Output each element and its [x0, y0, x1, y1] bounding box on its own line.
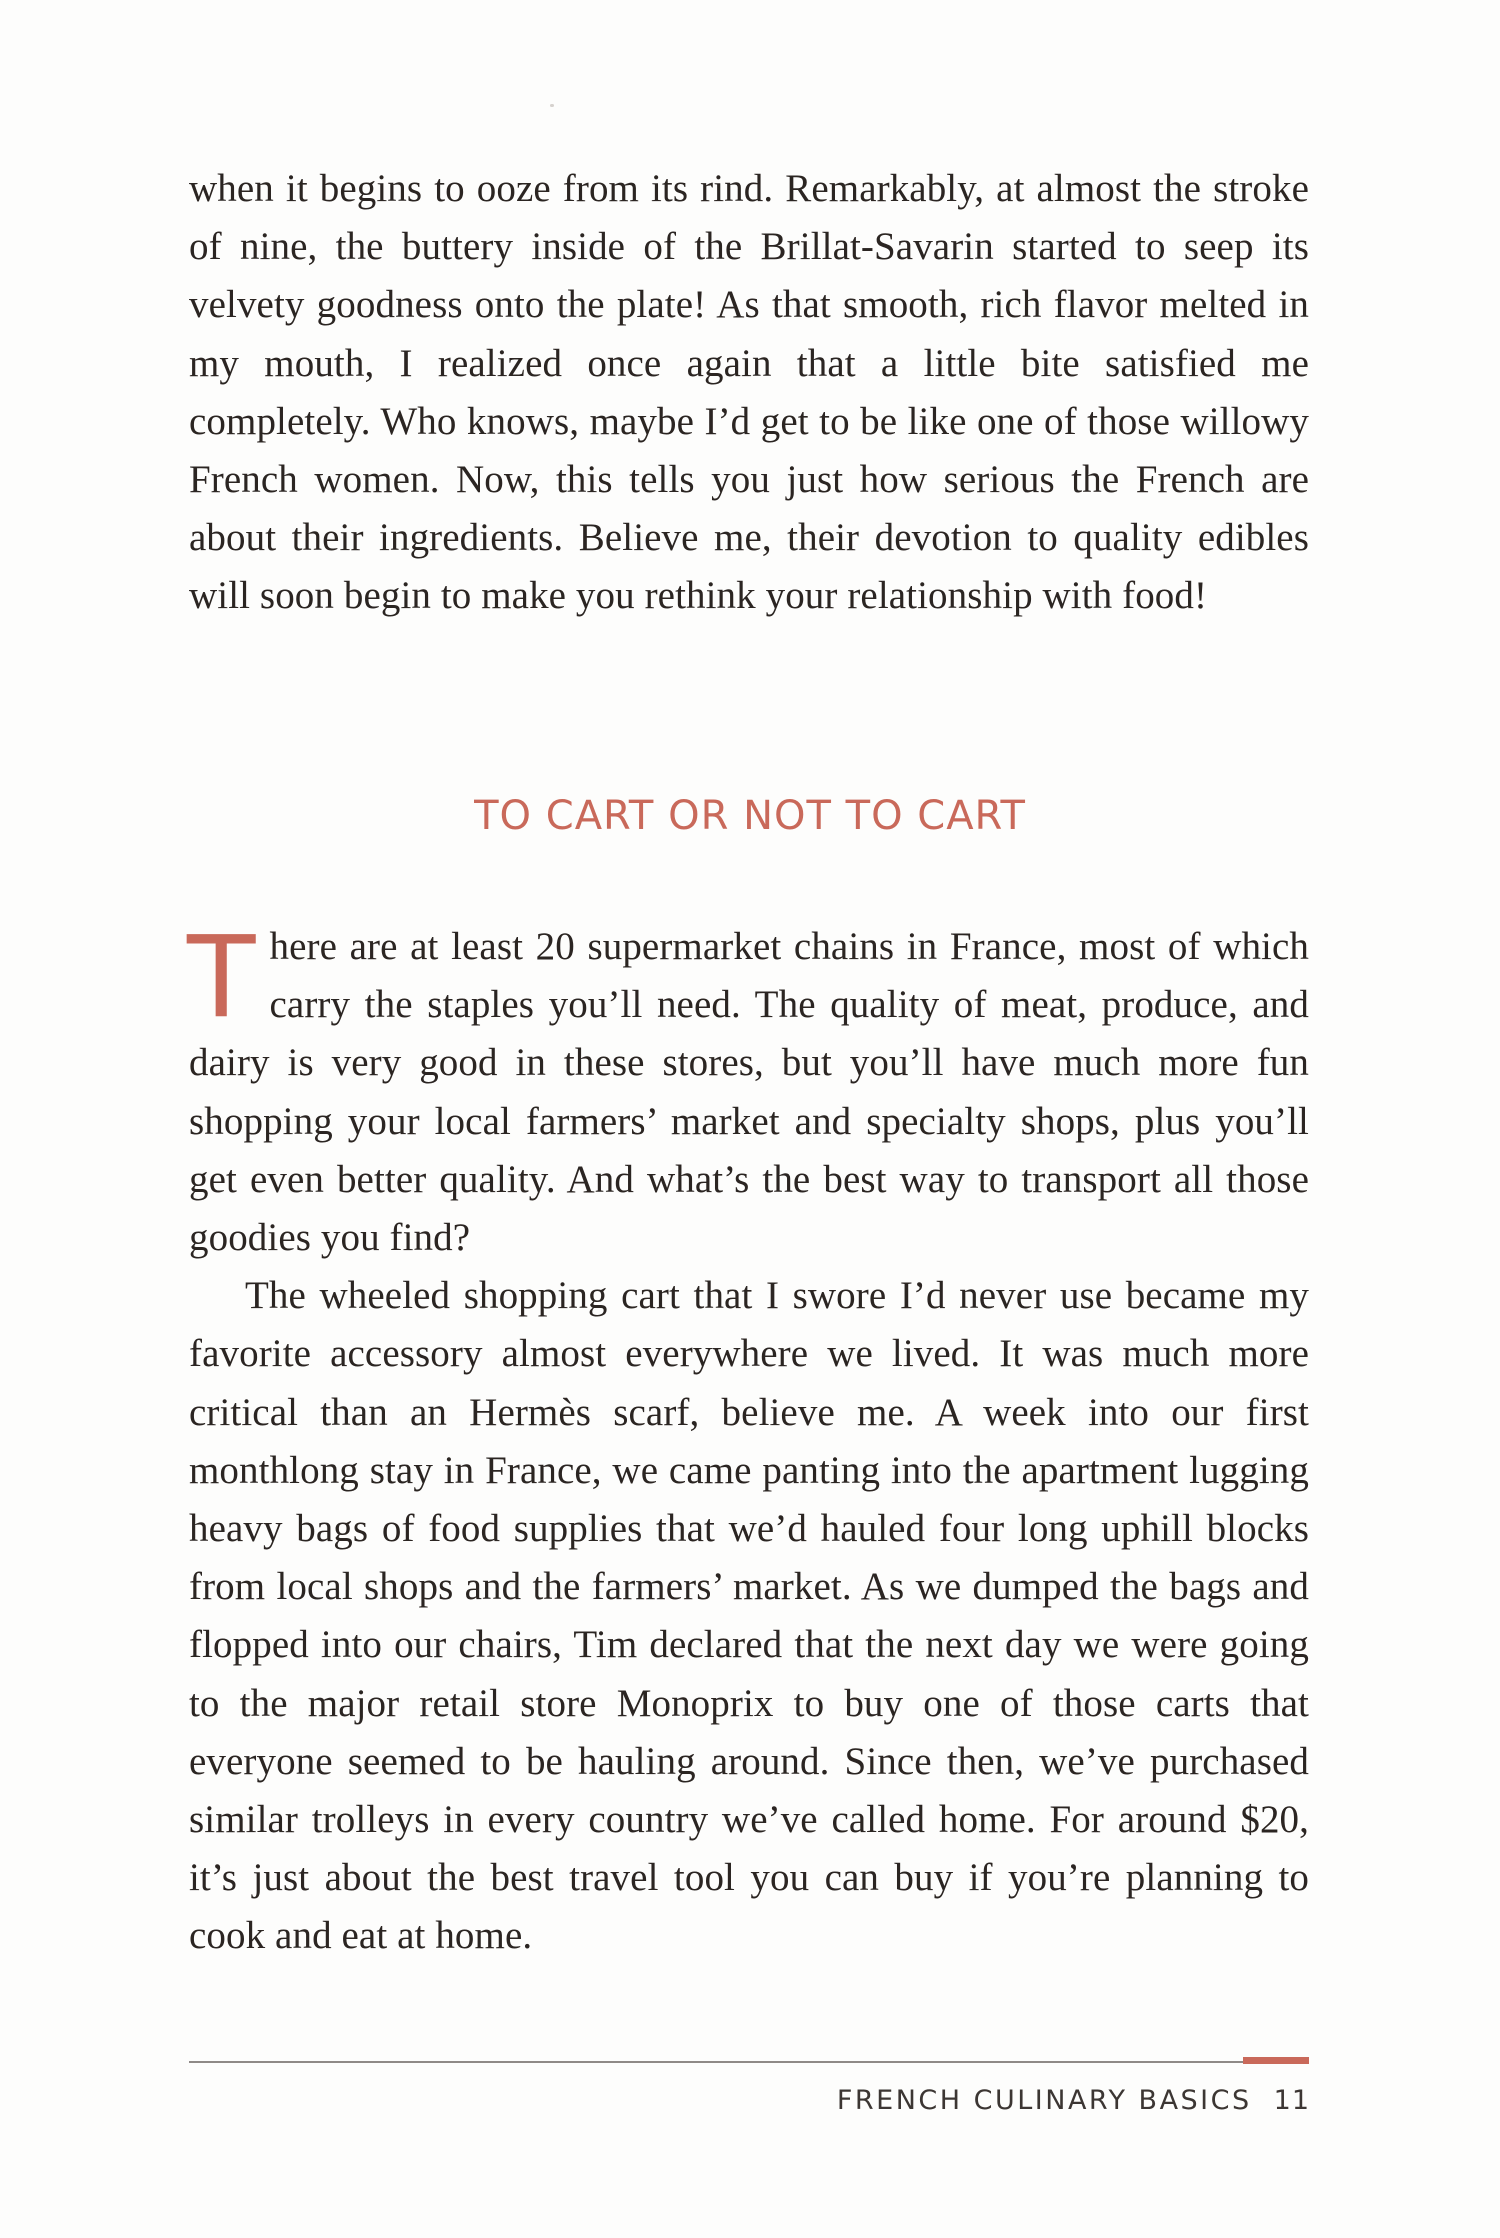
running-title: FRENCH CULINARY BASICS: [836, 2085, 1252, 2116]
scan-speck: [550, 104, 554, 107]
paragraph-2: The wheeled shopping cart that I swore I’d never use became my favorite accessory almost everywhere we lived. It was much more critical than an Hermès scarf, believe me. A week into our first monthlong stay in France, we came panting into the apartment lugging heavy bags of food supplies that we’d hauled four long uphill blocks from local shops and the farmers’ market. As we dumped the bags and flopped into our chairs, Tim declared that the next day we were going to the major retail store Monoprix to buy one of those carts that everyone seemed to be hauling around. Since then, we’ve purchased similar trolleys in every country we’ve called home. For around $20, it’s just about the best travel tool you can buy if you’re planning to cook and eat at home.: [189, 1274, 1309, 1958]
intro-paragraph: when it begins to ooze from its rind. Remarkably, at almost the stroke of nine, the buttery inside of the Brillat-Savarin started to seep its velvety goodness onto the plate! As that smooth, rich flavor melted in my mouth, I realized once again that a little bite satisfied me completely. Who knows, maybe I’d get to be like one of those willowy French women. Now, this tells you just how serious the French are about their ingredients. Believe me, their devotion to quality edibles will soon begin to make you rethink your relationship with food!: [189, 167, 1309, 618]
drop-cap: T: [187, 913, 256, 1043]
page-footer: [837, 2085, 1310, 2116]
section-heading: TO CART OR NOT TO CART: [474, 793, 1026, 839]
page-number: 11: [1273, 2085, 1310, 2116]
intro-text-block: [189, 160, 1309, 626]
section-body: [187, 913, 1309, 1966]
paragraph-1-text: here are at least 20 supermarket chains in France, most of which carry the staples you’ll need. The quality of meat, produce, and dairy is very good in these stores, but you’ll have much more fun shopping your local farmers’ market and specialty shops, plus you’ll get even better quality. And what’s the best way to transport all those goodies you find?: [189, 925, 1309, 1260]
footer-rule: [189, 2061, 1309, 2063]
footer-rule-accent: [1243, 2057, 1309, 2064]
paragraph-1: [187, 913, 1309, 1267]
